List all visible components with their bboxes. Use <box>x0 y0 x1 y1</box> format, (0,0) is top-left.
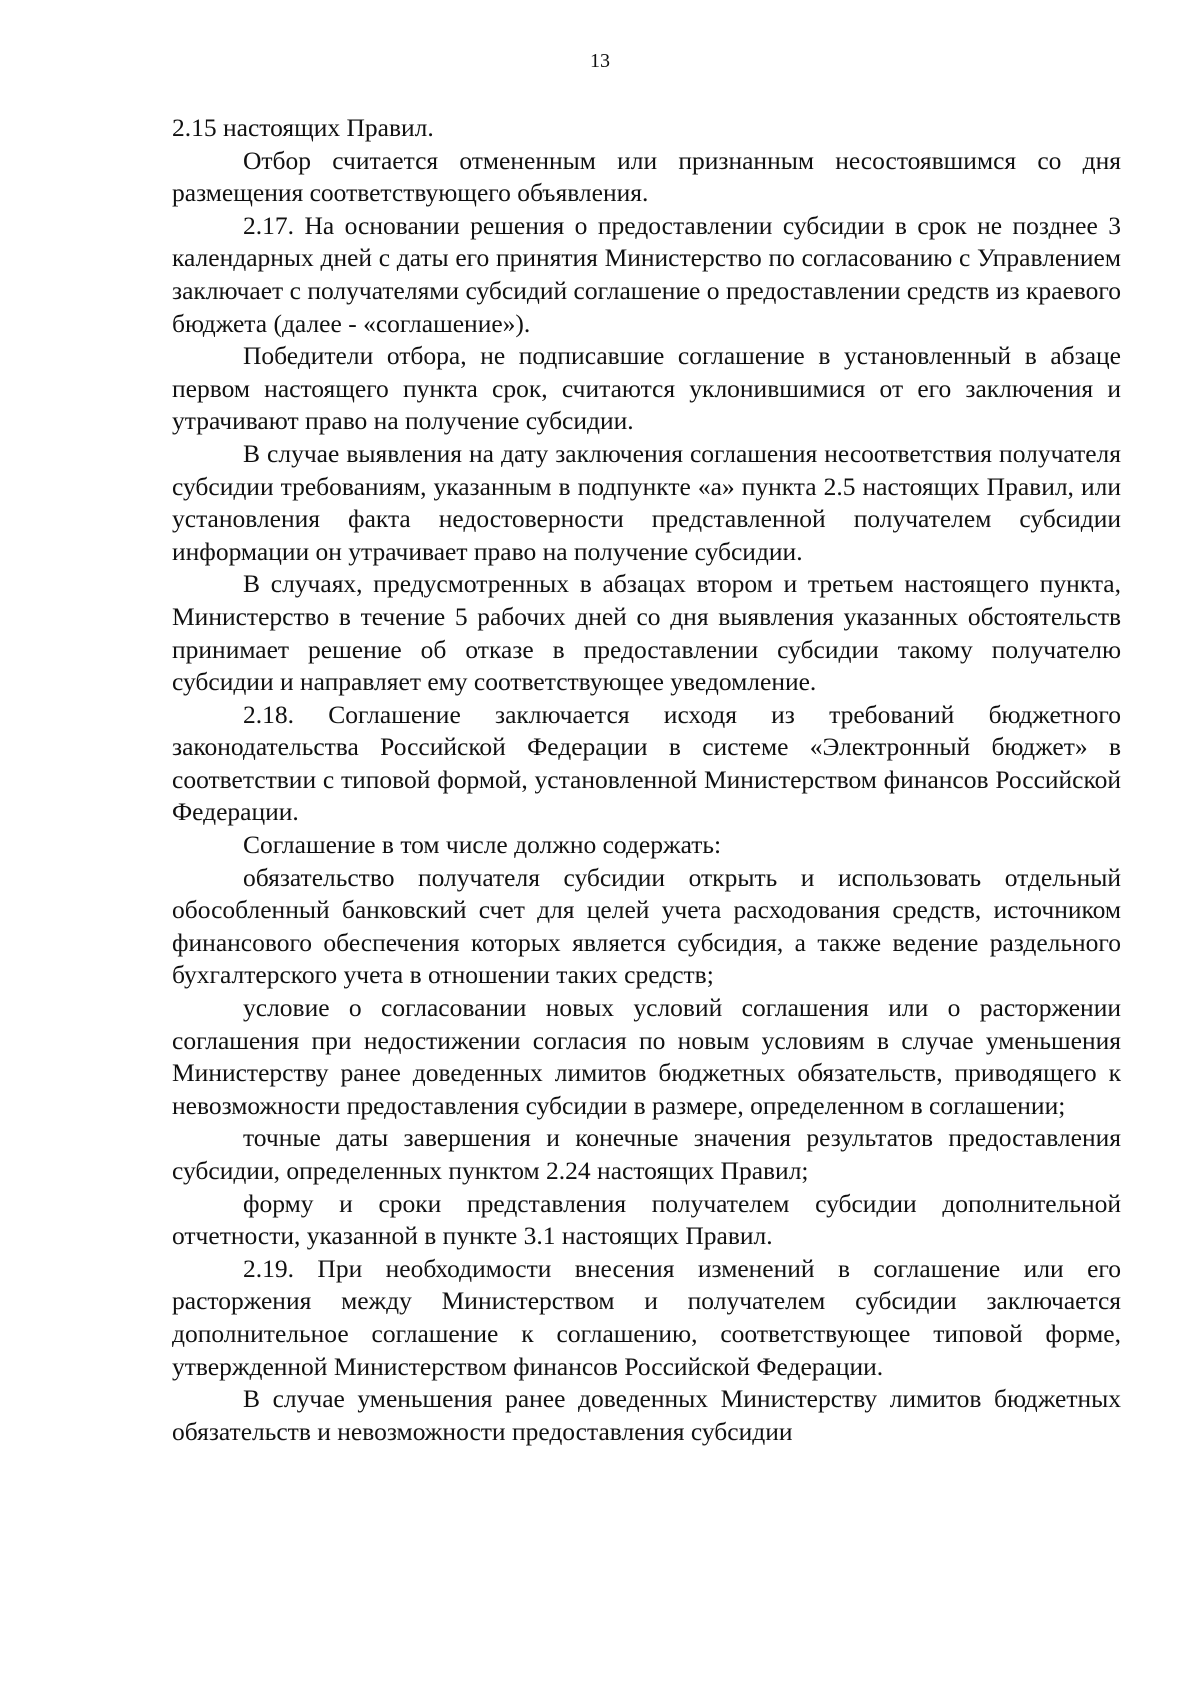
paragraph: Победители отбора, не подписавшие соглашение в установленный в абзаце первом настоящего пункта срок, считаются уклонившимися от его заключения и утрачивают право на получение субсидии. <box>172 341 1121 436</box>
paragraph: 2.17. На основании решения о предоставлении субсидии в срок не позднее 3 календарных дней с даты его принятия Министерство по согласованию с Управлением заключает с получателями субсидий соглашение о предоставлении средств из краевого бюджета (далее - «соглашение»). <box>172 210 1121 338</box>
paragraph: 2.18. Соглашение заключается исходя из требований бюджетного законодательства Российской Федерации в системе «Электронный бюджет» в соответствии с типовой формой, установленной Министерством финансов Российской Федерации. <box>172 699 1121 827</box>
paragraph: обязательство получателя субсидии открыть и использовать отдельный обособленный банковский счет для целей учета расходования средств, источником финансового обеспечения которых является субсидия, а также ведение раздельного бухгалтерского учета в отношении таких средств; <box>172 862 1121 990</box>
page-number: 13 <box>590 50 610 72</box>
paragraph: Отбор считается отмененным или признанным несостоявшимся со дня размещения соответствующего объявления. <box>172 145 1121 208</box>
paragraph: Соглашение в том числе должно содержать: <box>243 830 722 860</box>
paragraph: В случаях, предусмотренных в абзацах втором и третьем настоящего пункта, Министерство в течение 5 рабочих дней со дня выявления указанных обстоятельств принимает решение об отказе в предоставлении субсидии такому получателю субсидии и направляет ему соответствующее уведомление. <box>172 569 1121 697</box>
paragraph: точные даты завершения и конечные значения результатов предоставления субсидии, определенных пунктом 2.24 настоящих Правил; <box>172 1123 1121 1185</box>
paragraph: В случае уменьшения ранее доведенных Министерству лимитов бюджетных обязательств и невозможности предоставления субсидии <box>172 1384 1121 1446</box>
document-body <box>172 112 1121 1448</box>
paragraph: В случае выявления на дату заключения соглашения несоответствия получателя субсидии требованиям, указанным в подпункте «а» пункта 2.5 настоящих Правил, или установления факта недостоверности представленной получателем субсидии информации он утрачивает право на получение субсидии. <box>172 438 1121 566</box>
paragraph: 2.15 настоящих Правил. <box>172 113 434 142</box>
paragraph: 2.19. При необходимости внесения изменений в соглашение или его расторжения между Министерством и получателем субсидии заключается дополнительное соглашение к соглашению, соответствующее типовой форме, утвержденной Министерством финансов Российской Федерации. <box>172 1253 1121 1381</box>
paragraph: форму и сроки представления получателем субсидии дополнительной отчетности, указанной в пункте 3.1 настоящих Правил. <box>172 1188 1121 1251</box>
paragraph: условие о согласовании новых условий соглашения или о расторжении соглашения при недостижении согласия по новым условиям в случае уменьшения Министерству ранее доведенных лимитов бюджетных обязательств, приводящего к невозможности предоставления субсидии в размере, определенном в соглашении; <box>172 993 1121 1120</box>
